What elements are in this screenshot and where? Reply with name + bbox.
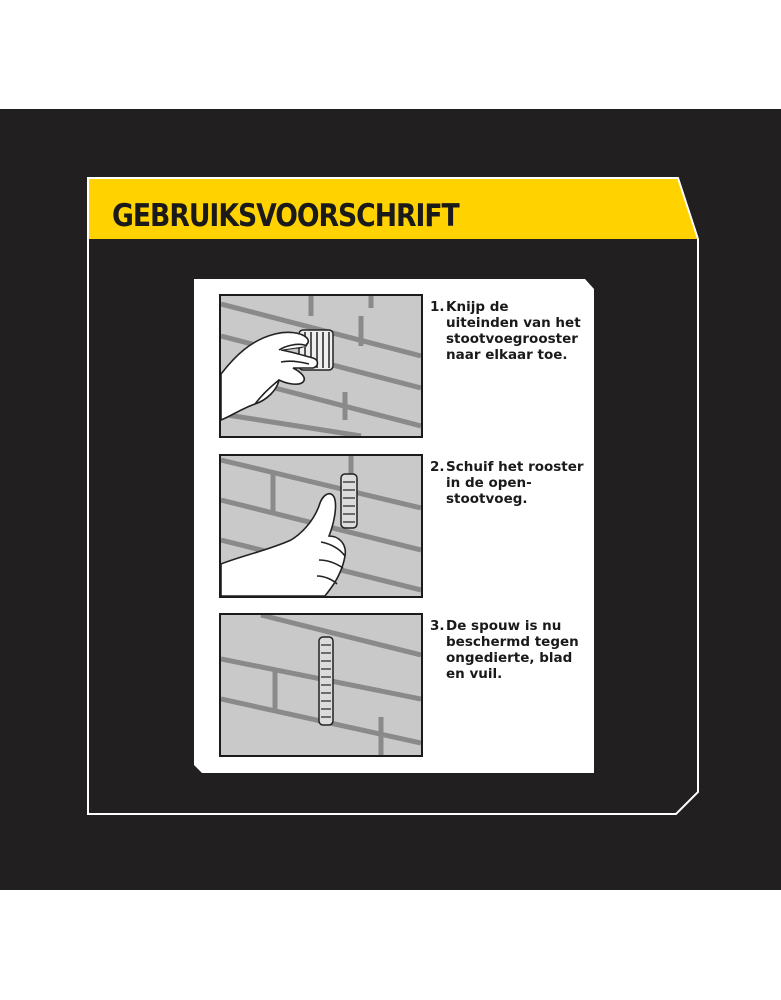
step-3-line-4: en vuil. <box>446 666 503 682</box>
step-1-line-1: Knijp de <box>446 299 509 315</box>
step-2-line-1: Schuif het rooster <box>446 459 584 475</box>
grille-icon <box>319 637 333 725</box>
step-3-line-3: ongedierte, blad <box>446 650 573 666</box>
step-1-illustration <box>219 294 423 438</box>
step-2-number: 2. <box>430 459 445 475</box>
step-3-line-2: beschermd tegen <box>446 634 579 650</box>
step-2-illustration <box>219 454 423 598</box>
step-3-number: 3. <box>430 618 445 634</box>
step-3-illustration <box>219 613 423 757</box>
instruction-board <box>0 109 781 890</box>
step-1-line-3: stootvoegrooster <box>446 331 578 347</box>
step-1-number: 1. <box>430 299 445 315</box>
step-1-line-4: naar elkaar toe. <box>446 347 568 363</box>
step-2-line-3: stootvoeg. <box>446 491 528 507</box>
page-title: GEBRUIKSVOORSCHRIFT <box>112 198 459 234</box>
step-2-line-2: in de open- <box>446 475 532 491</box>
step-3-line-1: De spouw is nu <box>446 618 562 634</box>
step-1-line-2: uiteinden van het <box>446 315 581 331</box>
instruction-card <box>194 279 594 773</box>
